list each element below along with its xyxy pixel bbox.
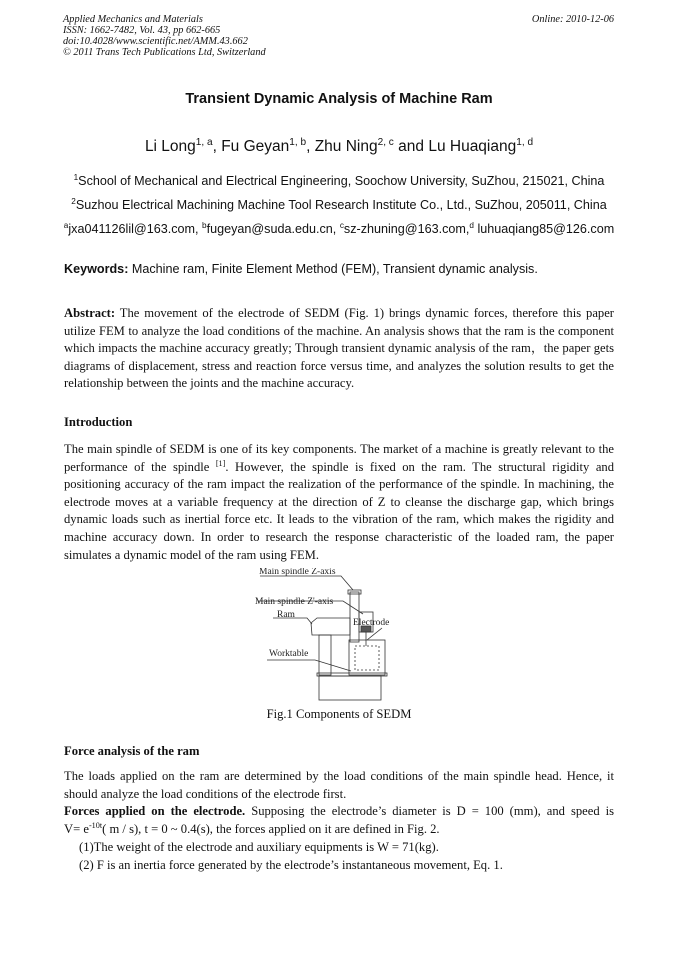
author: Lu Huaqiang bbox=[428, 138, 517, 155]
intro-text-a: The main spindle of SEDM is one of its key components. The market of a machine is greatly relevant to the performance of the spindle bbox=[64, 442, 614, 474]
sedm-components-figure bbox=[255, 568, 395, 703]
keywords-text: Machine ram, Finite Element Method (FEM), Transient dynamic analysis. bbox=[131, 262, 538, 276]
introduction-text bbox=[64, 441, 614, 564]
force-analysis-text: The loads applied on the ram are determined by the load conditions of the main spindle head. Hence, it should analyze the load conditions of the electrode first. bbox=[64, 769, 614, 801]
author: Zhu Ning bbox=[314, 138, 378, 155]
authors: Li Long$^{1, a}$, Fu Geyan$^{1, b}$, Zhu Ning$^{2, c}$ and Lu Huaqiang$^{1, d}$ bbox=[144, 136, 534, 155]
author-sup: 2, c bbox=[377, 136, 394, 148]
email-sup: c bbox=[339, 220, 344, 230]
online-date: Online: 2010-12-06 bbox=[531, 14, 614, 25]
force-analysis-heading: Force analysis of the ram bbox=[64, 744, 200, 758]
label-electrode: Electrode bbox=[353, 618, 390, 628]
issn: ISSN: 1662-7482, Vol. 43, pp 662-665 bbox=[63, 25, 221, 36]
label-ram: Ram bbox=[277, 610, 295, 620]
item-2: (2) F is an inertia force generated by the electrode’s instantaneous movement, Eq. 1. bbox=[79, 858, 503, 872]
doi: doi:10.4028/www.scientific.net/AMM.43.662 bbox=[63, 36, 248, 47]
email-sup: a bbox=[63, 220, 69, 230]
item-1: (1)The weight of the electrode and auxiliary equipments is W = 71(kg). bbox=[79, 840, 439, 854]
label-z-axis: Main spindle Z-axis bbox=[259, 568, 336, 577]
keywords-label: Keywords: bbox=[64, 262, 129, 276]
speed-b: ( m / s), t = 0 ~ 0.4(s), the forces applied on it are defined in Fig. 2. bbox=[102, 822, 440, 836]
copyright: © 2011 Trans Tech Publications Ltd, Switzerland bbox=[63, 47, 266, 58]
forces-subheading: Forces applied on the electrode. bbox=[64, 804, 246, 818]
email: jxa041126lil@163.com, bbox=[68, 222, 199, 236]
speed-a: V= e bbox=[64, 822, 89, 836]
keywords bbox=[64, 261, 614, 279]
citation: [1] bbox=[215, 458, 226, 468]
email: luhuaqiang85@126.com bbox=[477, 222, 615, 236]
forces-electrode-line bbox=[64, 803, 614, 821]
speed-line bbox=[64, 821, 614, 839]
author: Li Long bbox=[144, 138, 196, 155]
aff-sup: 2 bbox=[71, 196, 76, 206]
abstract-text: The movement of the electrode of SEDM (Fig. 1) brings dynamic forces, therefore this paper utilize FEM to analyze the load conditions of the machine. An analysis shows that the ram is the component which impacts the machine accuracy greatly; Through transient dynamic analysis of the ram，the paper gets diagrams of displacement, stress and reaction force versus time, and analyzes the solution results to get the relationship between the joints and the machine accuracy. bbox=[64, 306, 614, 391]
label-worktable: Worktable bbox=[269, 649, 309, 659]
journal-header bbox=[63, 14, 266, 58]
affiliation-1 bbox=[0, 174, 678, 188]
speed-exponent: -10t bbox=[88, 820, 103, 830]
email-sup: b bbox=[202, 220, 207, 230]
author: Fu Geyan bbox=[221, 138, 290, 155]
abstract bbox=[64, 305, 614, 393]
forces-text-1: Supposing the electrode’s diameter is D = 100 (mm), and speed is bbox=[251, 804, 614, 818]
label-z-prime-axis: Main spindle Z'-axis bbox=[255, 597, 334, 607]
abstract-label: Abstract: bbox=[64, 306, 116, 320]
emails bbox=[0, 222, 678, 236]
affiliation-2 bbox=[0, 198, 678, 212]
author-sup: 1, a bbox=[195, 136, 213, 148]
author-sup: 1, b bbox=[289, 136, 307, 148]
intro-text-b: . However, the spindle is fixed on the ram. The structural rigidity and positioning accuracy of the ram impact the realization of the performance of the spindle. In machining, the electrode moves at a variable frequency at the direction of Z to cleanse the discharge gap, which brings dynamic loads such as inertial force etc. It leads to the vibration of the ram, which makes the rigidity and machine accuracy down. In order to research the response characteristic of the loaded ram, the paper simulates a dynamic model of the ram using FEM. bbox=[64, 459, 614, 562]
aff-text: Suzhou Electrical Machining Machine Tool Research Institute Co., Ltd., SuZhou, 205011, China bbox=[75, 198, 607, 212]
journal-name: Applied Mechanics and Materials bbox=[63, 14, 203, 25]
author-sup: 1, d bbox=[516, 136, 534, 148]
email-sup: d bbox=[469, 220, 474, 230]
email: sz-zhuning@163.com, bbox=[343, 222, 470, 236]
aff-text: School of Mechanical and Electrical Engineering, Soochow University, SuZhou, 215021, China bbox=[78, 174, 605, 188]
paper-title: Transient Dynamic Analysis of Machine Ram bbox=[185, 91, 493, 107]
email: fugeyan@suda.edu.cn, bbox=[206, 222, 337, 236]
introduction-heading: Introduction bbox=[64, 415, 133, 429]
aff-sup: 1 bbox=[73, 172, 79, 182]
figure-caption: Fig.1 Components of SEDM bbox=[266, 707, 412, 721]
